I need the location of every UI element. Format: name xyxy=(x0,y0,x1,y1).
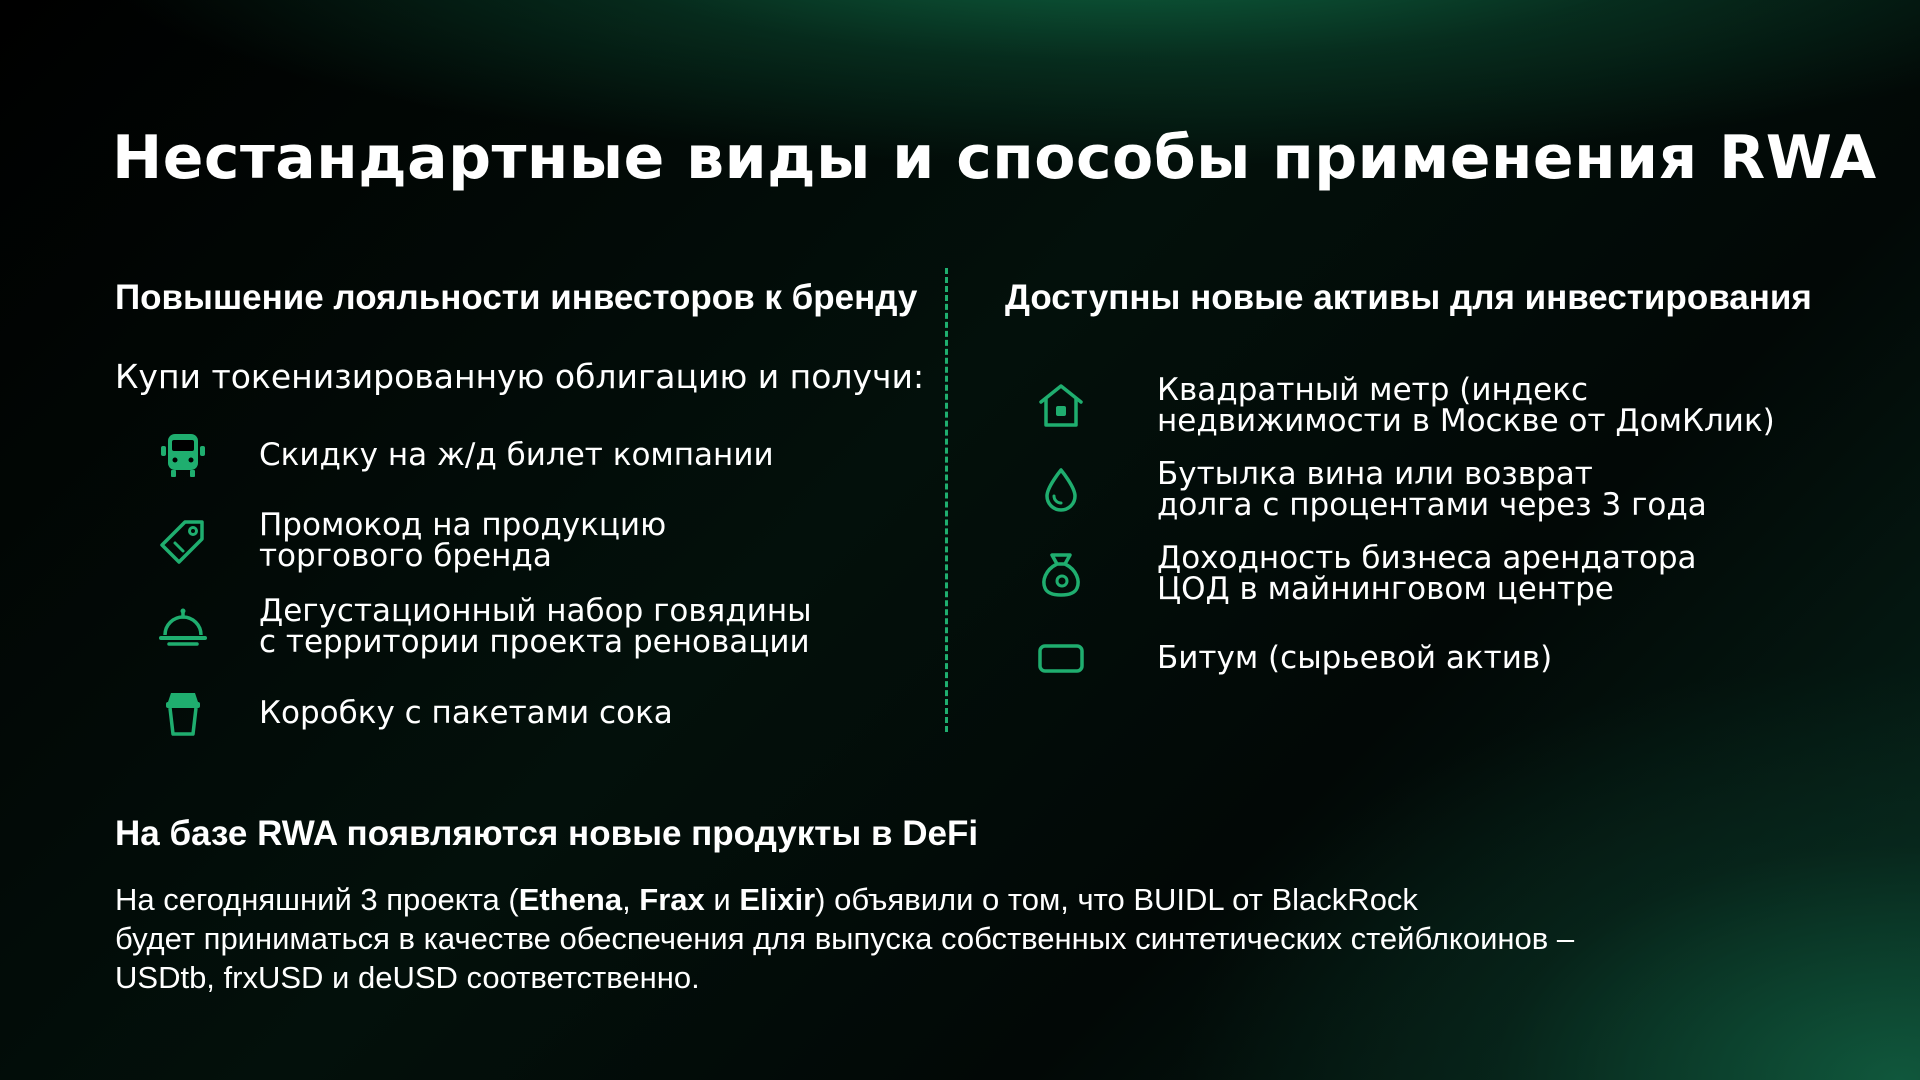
juice-cup-icon xyxy=(157,687,209,739)
list-item-text: Бутылка вина или возврат долга с процентами через 3 года xyxy=(1157,456,1707,523)
slide-title: Нестандартные виды и способы применения RWA xyxy=(112,123,1877,193)
list-item xyxy=(1005,448,1885,532)
list-item xyxy=(1005,616,1885,700)
paragraph-text: ) объявили о том, что BUIDL от BlackRock xyxy=(815,882,1418,917)
house-icon xyxy=(1035,380,1087,432)
money-bag-icon xyxy=(1035,548,1087,600)
list-item-text: Коробку с пакетами сока xyxy=(259,694,673,731)
defi-heading: На базе RWA появляются новые продукты в DeFi xyxy=(115,814,979,853)
list-item xyxy=(115,670,935,756)
new-assets-list xyxy=(1005,364,1885,700)
paragraph-text: , xyxy=(622,882,640,917)
list-item-text: Доходность бизнеса арендатора ЦОД в майнинговом центре xyxy=(1157,540,1697,607)
frax-name: Frax xyxy=(639,882,705,917)
elixir-name: Elixir xyxy=(739,882,816,917)
paragraph-text: и xyxy=(704,882,740,917)
paragraph-line-3: USDtb, frxUSD и deUSD соответственно. xyxy=(115,960,700,995)
paragraph-text: На сегодняшний 3 проекта ( xyxy=(115,882,519,917)
left-intro: Купи токенизированную облигацию и получи: xyxy=(115,357,925,396)
list-item xyxy=(1005,532,1885,616)
right-heading: Доступны новые активы для инвестирования xyxy=(1005,278,1812,317)
list-item xyxy=(115,498,935,584)
defi-paragraph xyxy=(115,880,1835,997)
rectangle-icon xyxy=(1035,632,1087,684)
train-icon xyxy=(157,429,209,481)
left-heading: Повышение лояльности инвесторов к бренду xyxy=(115,278,918,317)
column-divider xyxy=(945,268,948,732)
list-item-text: Битум (сырьевой актив) xyxy=(1157,639,1553,676)
food-cloche-icon xyxy=(157,601,209,653)
list-item-text: Дегустационный набор говядины с территории проекта реновации xyxy=(259,593,812,660)
paragraph-line-2: будет приниматься в качестве обеспечения для выпуска собственных синтетических стейблкоинов – xyxy=(115,921,1575,956)
drop-icon xyxy=(1035,464,1087,516)
right-column xyxy=(1005,272,1885,700)
left-column xyxy=(115,272,935,756)
list-item xyxy=(115,412,935,498)
ethena-name: Ethena xyxy=(518,882,623,917)
list-item-text: Квадратный метр (индекс недвижимости в Москве от ДомКлик) xyxy=(1157,372,1775,439)
list-item-text: Промокод на продукцию торгового бренда xyxy=(259,507,667,574)
defi-section xyxy=(115,808,1835,997)
list-item xyxy=(1005,364,1885,448)
brand-loyalty-list xyxy=(115,412,935,756)
paragraph-line-1 xyxy=(115,880,1835,919)
list-item-text: Скидку на ж/д билет компании xyxy=(259,436,774,473)
list-item xyxy=(115,584,935,670)
price-tag-icon xyxy=(157,515,209,567)
